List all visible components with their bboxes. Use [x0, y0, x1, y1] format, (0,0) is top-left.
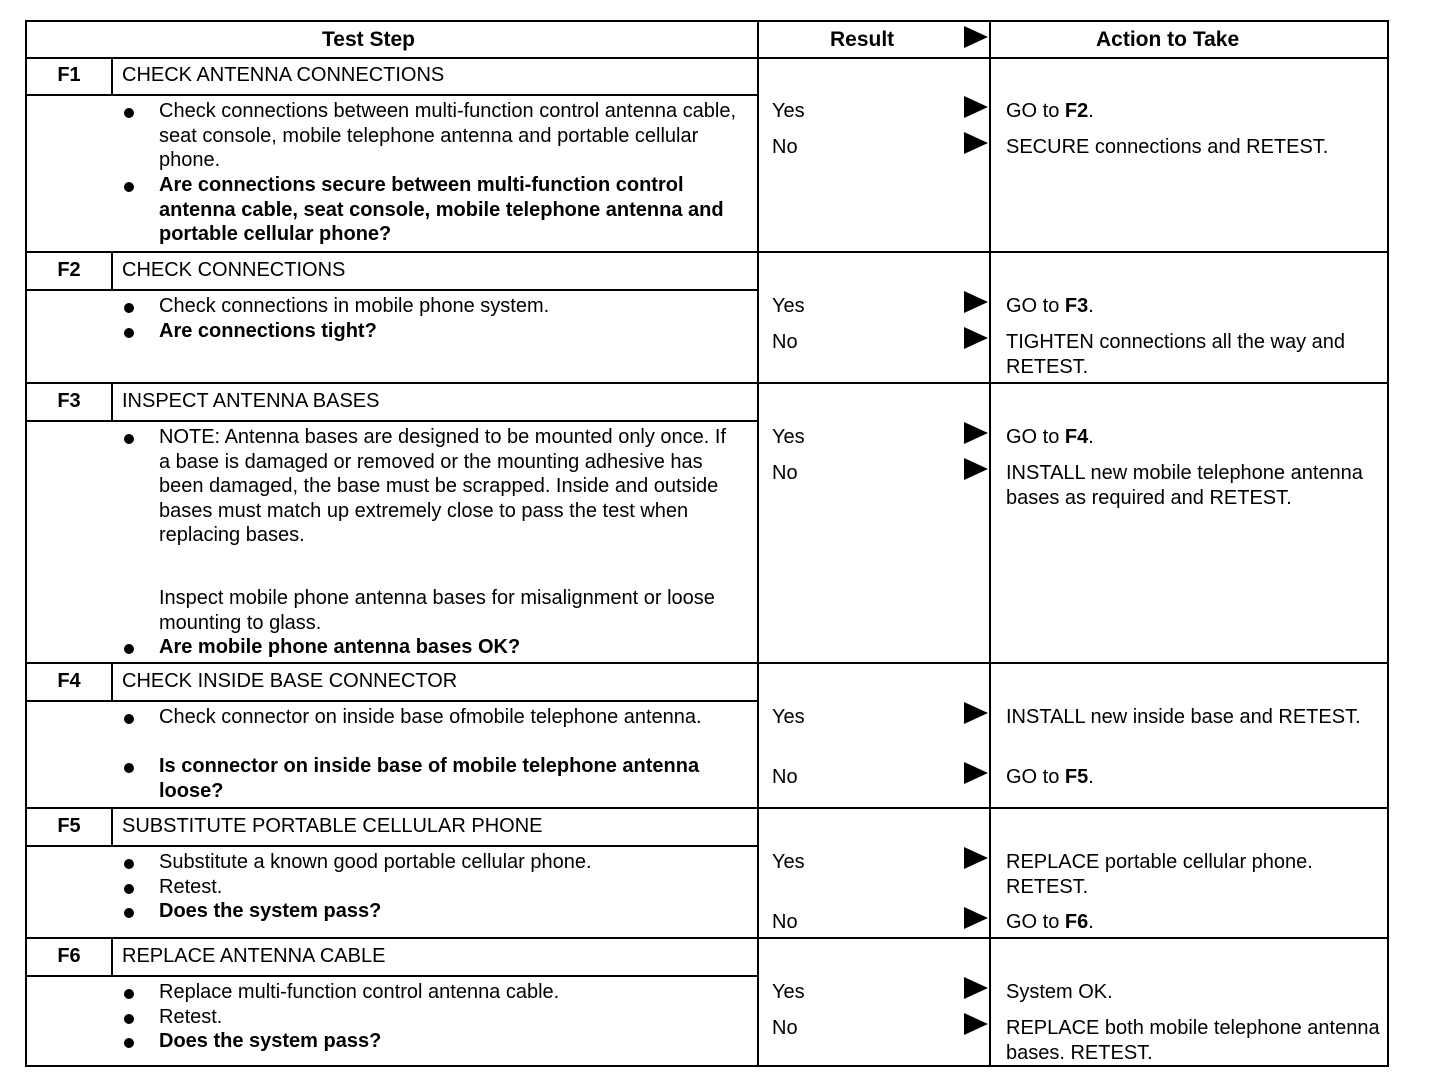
step-id-divider [111, 939, 113, 975]
step-title: CHECK INSIDE BASE CONNECTOR [122, 670, 458, 692]
bullet-icon [124, 859, 134, 869]
bullet-icon [124, 434, 134, 444]
arrow-icon [964, 847, 988, 869]
section-f1 [27, 58, 1387, 252]
step-id: F1 [57, 64, 81, 86]
step-question: Are mobile phone antenna bases OK? [159, 636, 521, 658]
step-id: F3 [57, 390, 81, 412]
result-no: No [772, 462, 798, 484]
step-note: NOTE: Antenna bases are designed to be mounted only once. If a base is damaged or removed or the mounting adhesive has been damaged, the base must be scrapped. Inside and outside bases must match up extremely close to pass the test when replacing bases. [159, 426, 727, 546]
action-no: SECURE connections and RETEST. [1006, 136, 1329, 158]
result-yes: Yes [772, 295, 805, 317]
step-question: Is connector on inside base of mobile telephone antenna loose? [159, 755, 700, 802]
bullet-icon [124, 303, 134, 313]
step-id-divider [111, 253, 113, 289]
step-instruction: Retest. [159, 876, 223, 898]
arrow-icon [964, 1013, 988, 1035]
step-id-divider [111, 384, 113, 420]
step-id-divider [111, 664, 113, 700]
step-title: SUBSTITUTE PORTABLE CELLULAR PHONE [122, 815, 543, 837]
title-divider [27, 700, 757, 702]
header-action: Action to Take [1096, 28, 1240, 51]
step-question: Are connections tight? [159, 320, 377, 342]
arrow-icon [964, 96, 988, 118]
header-arrow-icon [964, 26, 988, 48]
action-yes: GO to F3. [1006, 295, 1094, 317]
step-id: F5 [57, 815, 81, 837]
arrow-icon [964, 132, 988, 154]
title-divider [27, 975, 757, 977]
result-yes: Yes [772, 426, 805, 448]
step-instruction: Check connector on inside base ofmobile telephone antenna. [159, 706, 702, 728]
bullet-icon [124, 182, 134, 192]
step-id-divider [111, 58, 113, 94]
step-title: CHECK ANTENNA CONNECTIONS [122, 64, 445, 86]
step-instruction: Replace multi-function control antenna cable. [159, 981, 560, 1003]
arrow-icon [964, 762, 988, 784]
section-f5 [27, 809, 1387, 937]
title-divider [27, 845, 757, 847]
result-no: No [772, 331, 798, 353]
bullet-icon [124, 108, 134, 118]
step-instruction: Substitute a known good portable cellular phone. [159, 851, 592, 873]
arrow-icon [964, 702, 988, 724]
title-divider [27, 94, 757, 96]
arrow-icon [964, 977, 988, 999]
bullet-icon [124, 1014, 134, 1024]
arrow-icon [964, 458, 988, 480]
step-title: INSPECT ANTENNA BASES [122, 390, 380, 412]
step-instruction: Retest. [159, 1006, 223, 1028]
step-id: F2 [57, 259, 81, 281]
action-yes: System OK. [1006, 981, 1113, 1003]
section-f2 [27, 253, 1387, 382]
bullet-icon [124, 328, 134, 338]
bullet-icon [124, 714, 134, 724]
action-yes: INSTALL new inside base and RETEST. [1006, 706, 1361, 728]
action-no: TIGHTEN connections all the way and RETEST. [1006, 331, 1346, 378]
step-question: Does the system pass? [159, 1030, 382, 1052]
bullet-icon [124, 1038, 134, 1048]
arrow-icon [964, 907, 988, 929]
result-no: No [772, 911, 798, 933]
step-question: Are connections secure between multi-function control antenna cable, seat console, mobile telephone antenna and portable cellular phone? [159, 174, 724, 245]
title-divider [27, 289, 757, 291]
step-instruction: Check connections in mobile phone system. [159, 295, 550, 317]
result-no: No [772, 136, 798, 158]
arrow-icon [964, 291, 988, 313]
section-f6 [27, 939, 1387, 1067]
action-yes: GO to F4. [1006, 426, 1094, 448]
bullet-icon [124, 884, 134, 894]
result-yes: Yes [772, 100, 805, 122]
result-yes: Yes [772, 851, 805, 873]
arrow-icon [964, 422, 988, 444]
action-no: REPLACE both mobile telephone antenna bases. RETEST. [1006, 1017, 1380, 1064]
result-no: No [772, 766, 798, 788]
header-result: Result [830, 28, 895, 51]
arrow-icon [964, 327, 988, 349]
action-no: INSTALL new mobile telephone antenna bases as required and RETEST. [1006, 462, 1363, 509]
result-yes: Yes [772, 981, 805, 1003]
step-id: F6 [57, 945, 81, 967]
diagnostic-table [25, 20, 1389, 1067]
title-divider [27, 420, 757, 422]
bullet-icon [124, 989, 134, 999]
action-yes: GO to F2. [1006, 100, 1094, 122]
step-id: F4 [57, 670, 81, 692]
step-question: Does the system pass? [159, 900, 382, 922]
result-yes: Yes [772, 706, 805, 728]
section-f4 [27, 664, 1387, 807]
bullet-icon [124, 644, 134, 654]
result-no: No [772, 1017, 798, 1039]
step-id-divider [111, 809, 113, 845]
bullet-icon [124, 763, 134, 773]
step-instruction: Inspect mobile phone antenna bases for misalignment or loose mounting to glass. [159, 587, 715, 634]
action-yes: REPLACE portable cellular phone. RETEST. [1006, 851, 1313, 898]
header-test-step: Test Step [322, 28, 415, 51]
action-no: GO to F6. [1006, 911, 1094, 933]
step-instruction: Check connections between multi-function control antenna cable, seat console, mobile telephone antenna and portable cellular phone. [159, 100, 737, 171]
bullet-icon [124, 908, 134, 918]
action-no: GO to F5. [1006, 766, 1094, 788]
section-f3 [27, 384, 1387, 662]
step-title: REPLACE ANTENNA CABLE [122, 945, 386, 967]
step-title: CHECK CONNECTIONS [122, 259, 346, 281]
